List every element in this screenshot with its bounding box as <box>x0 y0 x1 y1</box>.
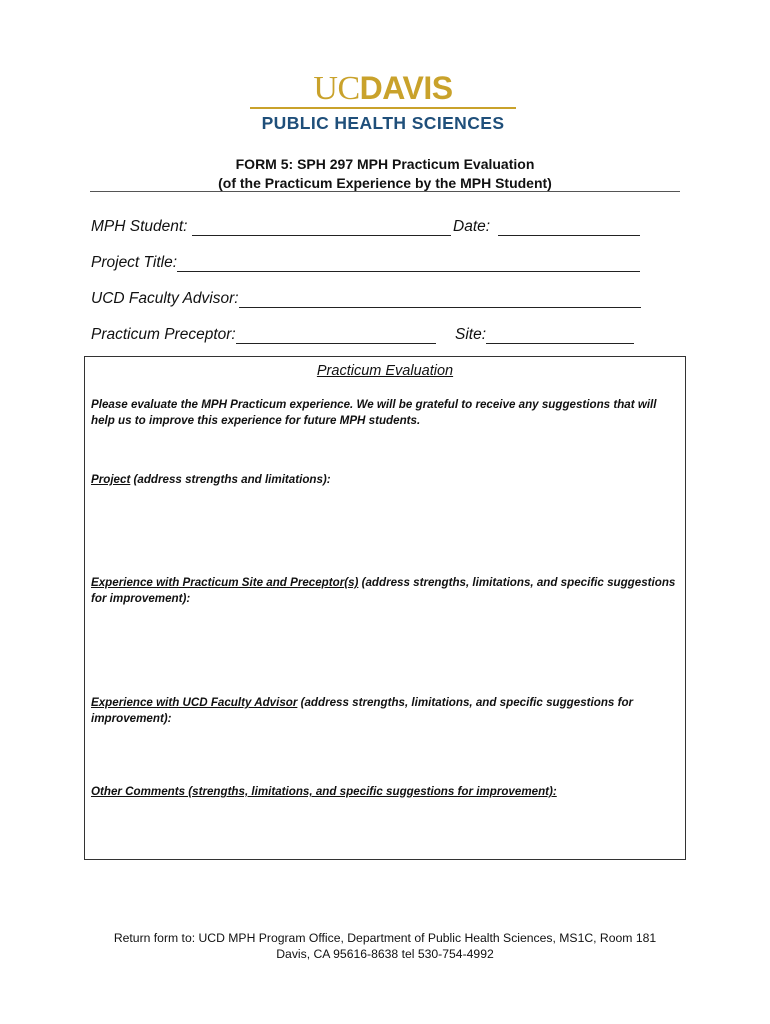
ucdavis-logo <box>250 70 516 106</box>
advisor-prompt-label: Experience with UCD Faculty Advisor <box>91 696 298 709</box>
footer-return-address: Return form to: UCD MPH Program Office, Department of Public Health Sciences, MS1C, Room 181 <box>113 931 657 945</box>
project-prompt <box>91 472 683 488</box>
logo-davis: DAVIS <box>359 70 453 106</box>
advisor-prompt-text: (address strengths, limitations, and specific suggestions for improvement): <box>91 696 634 725</box>
project-prompt-text: (address strengths and limitations): <box>130 473 331 486</box>
logo-uc: UC <box>313 70 360 107</box>
site-prompt-label: Experience with Practicum Site and Preceptor(s) <box>91 576 359 589</box>
preceptor-input-line[interactable] <box>236 343 436 344</box>
other-comments-label: Other Comments (strengths, limitations, and specific suggestions for improvement): <box>91 785 557 798</box>
project-prompt-label: Project <box>91 473 131 486</box>
advisor-input-line[interactable] <box>239 307 641 308</box>
date-label: Date: <box>453 218 491 235</box>
student-label: MPH Student: <box>91 218 188 235</box>
advisor-prompt <box>91 695 683 727</box>
project-title-label: Project Title: <box>91 254 177 271</box>
other-comments-prompt <box>91 784 683 800</box>
site-label: Site: <box>455 326 487 343</box>
site-prompt <box>91 575 683 607</box>
logo-divider <box>250 107 516 109</box>
site-input-line[interactable] <box>486 343 634 344</box>
project-response-area[interactable] <box>91 492 681 570</box>
project-title-input-line[interactable] <box>177 271 640 272</box>
student-input-line[interactable] <box>192 235 451 236</box>
date-input-line[interactable] <box>498 235 640 236</box>
evaluation-heading: Practicum Evaluation <box>316 363 454 379</box>
advisor-label: UCD Faculty Advisor: <box>91 290 239 307</box>
preceptor-label: Practicum Preceptor: <box>91 326 236 343</box>
site-response-area[interactable] <box>91 610 681 690</box>
advisor-response-area[interactable] <box>91 730 681 785</box>
footer-contact: Davis, CA 95616-8638 tel 530-754-4992 <box>276 947 494 961</box>
evaluation-intro: Please evaluate the MPH Practicum experience. We will be grateful to receive any suggestions that will help us to improve this experience for future MPH students. <box>91 398 657 427</box>
logo-subtitle: PUBLIC HEALTH SCIENCES <box>261 113 505 133</box>
site-prompt-text: (address strengths, limitations, and specific suggestions for improvement): <box>91 576 676 605</box>
form-title: FORM 5: SPH 297 MPH Practicum Evaluation <box>235 156 535 172</box>
form-subtitle: (of the Practicum Experience by the MPH Student) <box>218 175 552 191</box>
title-divider <box>90 191 680 192</box>
other-comments-response-area[interactable] <box>91 804 681 854</box>
